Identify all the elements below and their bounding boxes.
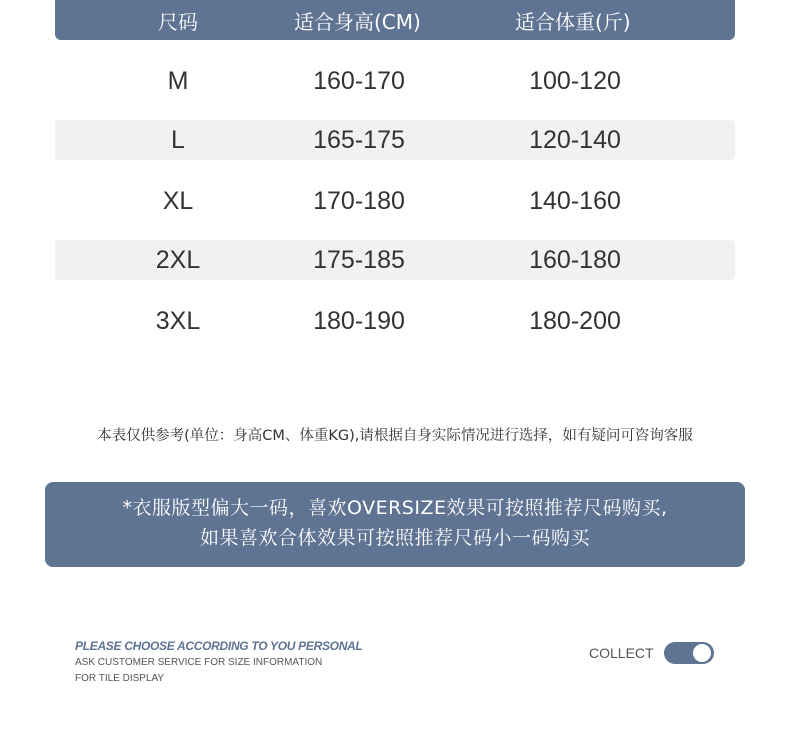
header-size: 尺码 [158,9,198,34]
weight-cell: 140-160 [529,186,621,215]
size-cell: 3XL [155,306,201,335]
footer-subtitle-1: ASK CUSTOMER SERVICE FOR SIZE INFORMATION [75,657,323,668]
height-cell: 180-190 [313,306,405,335]
reference-note: 本表仅供参考(单位：身高CM、体重KG),请根据自身实际情况进行选择，如有疑问可咨询客服 [97,428,693,444]
size-cell: M [167,66,189,95]
table-row [55,181,735,221]
weight-cell: 120-140 [529,125,621,154]
height-cell: 165-175 [313,125,405,154]
weight-cell: 160-180 [529,245,621,274]
table-header [55,0,735,40]
footer-title: PLEASE CHOOSE ACCORDING TO YOU PERSONAL [75,639,363,653]
weight-cell: 180-200 [529,306,621,335]
footer-subtitle-2: FOR TILE DISPLAY [75,673,165,684]
height-cell: 175-185 [313,245,405,274]
table-row [55,301,735,341]
height-cell: 160-170 [313,66,405,95]
collect-toggle[interactable] [664,642,714,664]
weight-cell: 100-120 [529,66,621,95]
header-height: 适合身高(CM) [294,9,421,34]
size-cell: XL [162,186,194,215]
table-row [55,120,735,160]
fit-notice-box [45,482,745,567]
collect-label: COLLECT [589,645,654,661]
table-row [55,240,735,280]
size-table [55,0,735,335]
fit-notice-line-2: 如果喜欢合体效果可按照推荐尺码小一码购买 [199,527,590,549]
height-cell: 170-180 [313,186,405,215]
size-cell: L [171,125,185,154]
collect-control [589,642,714,664]
toggle-knob [693,644,711,662]
size-cell: 2XL [155,245,201,274]
table-row [55,61,735,101]
header-weight: 适合体重(斤) [515,9,631,34]
footer-english-text [75,639,362,687]
fit-notice-line-1: *衣服版型偏大一码，喜欢OVERSIZE效果可按照推荐尺码购买, [122,497,668,519]
